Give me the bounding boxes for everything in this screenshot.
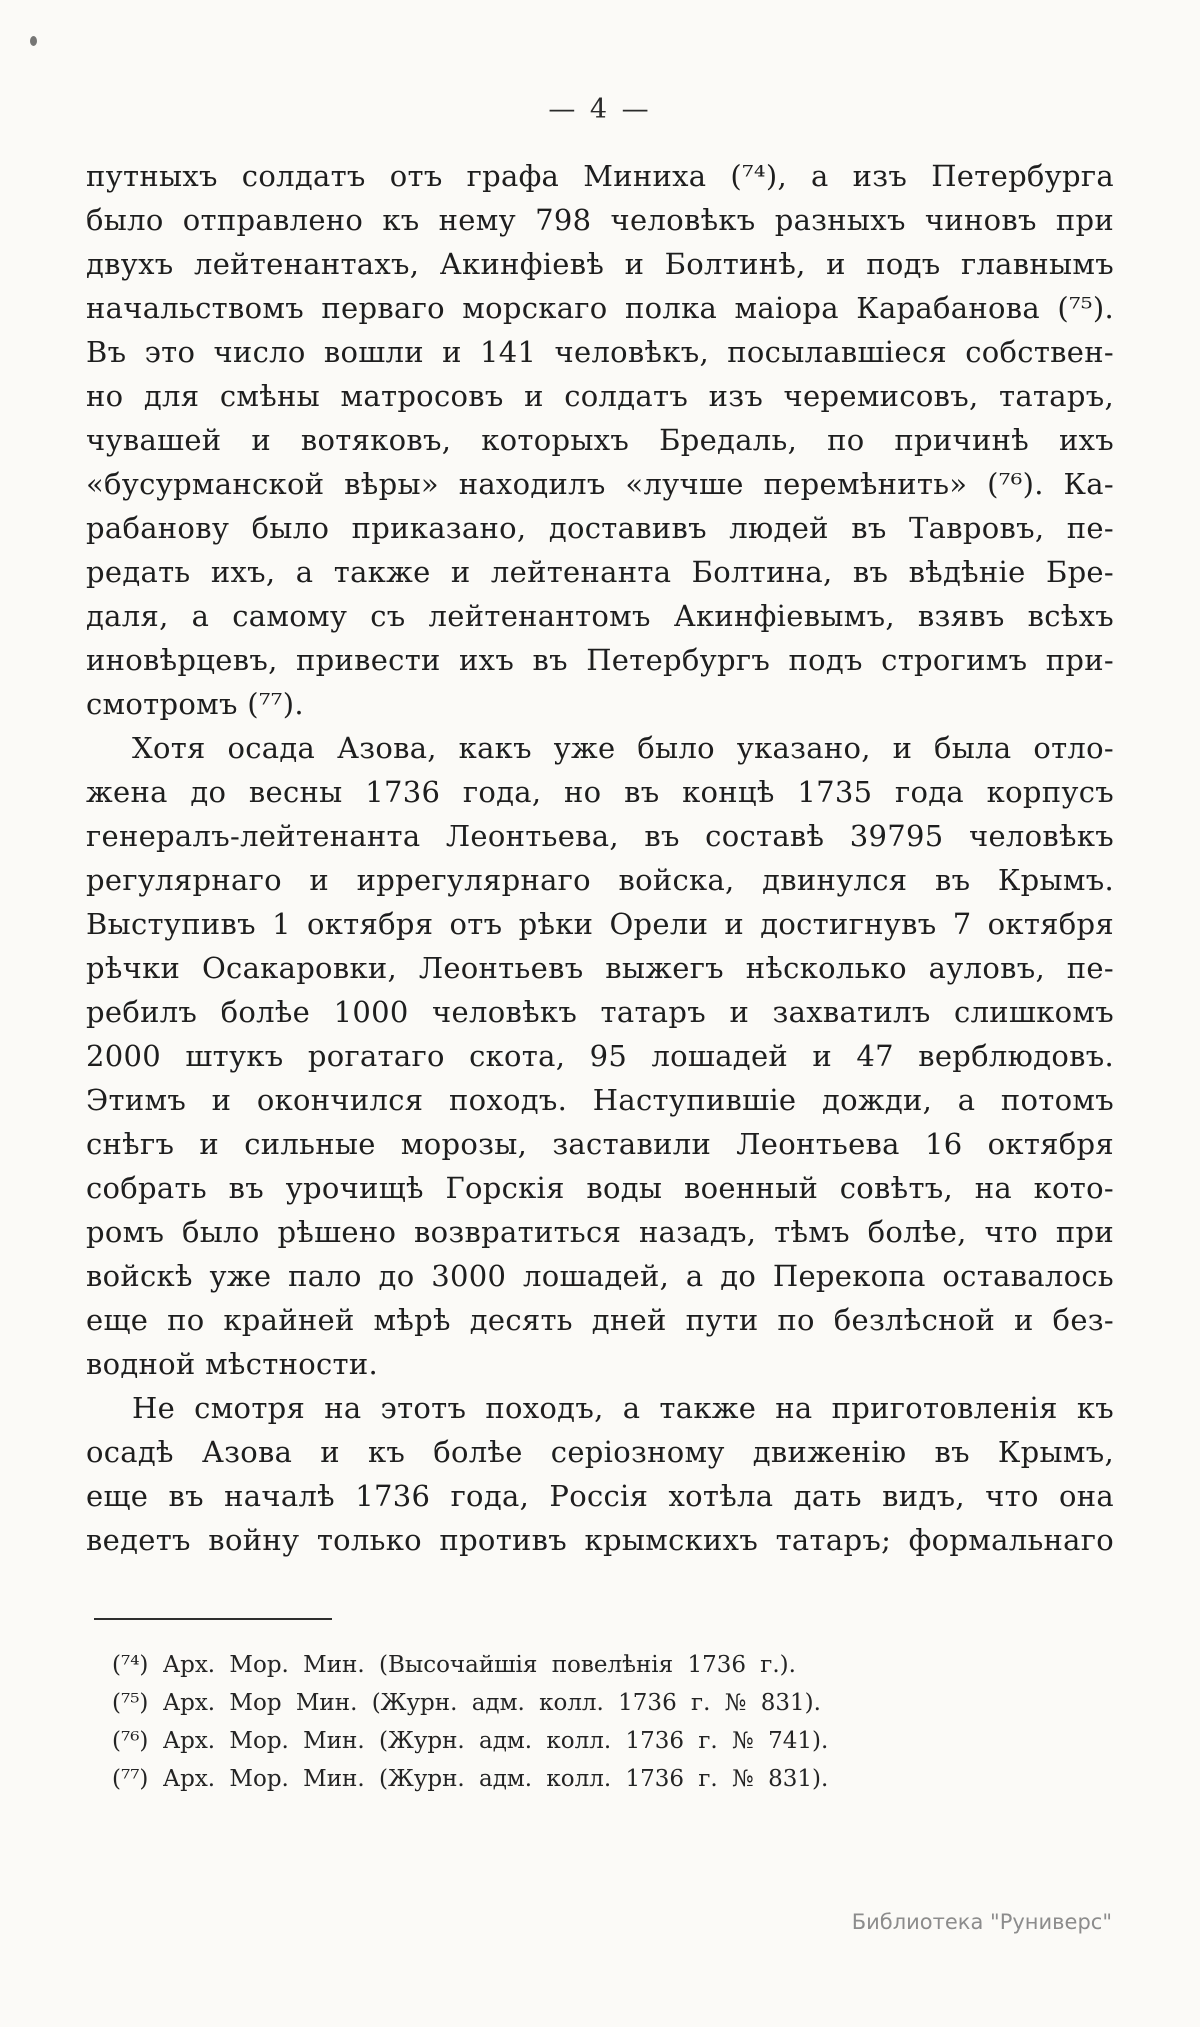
text-line: смотромъ (⁷⁷). <box>86 687 304 721</box>
text-line: осадѣ Азова и къ болѣе серіозному движенію въ Крымъ, <box>86 1435 1114 1469</box>
scan-artifact <box>30 36 37 46</box>
footnote-75: (⁷⁵) Арх. Мор Мин. (Журн. адм. колл. 1736 г. № 831). <box>112 1690 821 1716</box>
library-watermark: Библиотека "Руниверс" <box>851 1910 1112 1934</box>
text-line: 2000 штукъ рогатаго скота, 95 лошадей и 47 верблюдовъ. <box>86 1039 1114 1073</box>
text-line: путныхъ солдатъ отъ графа Миниха (⁷⁴), а изъ Петербурга <box>86 159 1114 193</box>
text-line: водной мѣстности. <box>86 1347 379 1381</box>
text-line: еще по крайней мѣрѣ десять дней пути по безлѣсной и без- <box>86 1303 1114 1337</box>
paragraph-azov-campaign <box>86 726 1114 1386</box>
text-line: редать ихъ, а также и лейтенанта Болтина, въ вѣдѣніе Бре- <box>86 555 1114 589</box>
paragraph-crimea-preparations <box>86 1386 1114 1562</box>
text-line: Хотя осада Азова, какъ уже было указано, и была отло- <box>132 731 1114 765</box>
text-line: собрать въ урочищѣ Горскія воды военный совѣтъ, на кото- <box>86 1171 1114 1205</box>
text-line: было отправлено къ нему 798 человѣкъ разныхъ чиновъ при <box>86 203 1114 237</box>
text-line: иновѣрцевъ, привести ихъ въ Петербургъ подъ строгимъ при- <box>86 643 1114 677</box>
page-number: — 4 — <box>548 94 652 125</box>
text-line: Въ это число вошли и 141 человѣкъ, посылавшіеся собствен- <box>86 335 1114 369</box>
text-line: еще въ началѣ 1736 года, Россія хотѣла дать видъ, что она <box>86 1479 1114 1513</box>
text-line: снѣгъ и сильные морозы, заставили Леонтьева 16 октября <box>86 1127 1114 1161</box>
text-line: ромъ было рѣшено возвратиться назадъ, тѣмъ болѣе, что при <box>86 1215 1114 1249</box>
text-line: регулярнаго и иррегулярнаго войска, двинулся въ Крымъ. <box>86 863 1114 897</box>
text-line: ребилъ болѣе 1000 человѣкъ татаръ и захватилъ слишкомъ <box>86 995 1114 1029</box>
body-text <box>86 154 1114 1562</box>
text-line: но для смѣны матросовъ и солдатъ изъ черемисовъ, татаръ, <box>86 379 1114 413</box>
text-line: войскѣ уже пало до 3000 лошадей, а до Перекопа оставалось <box>86 1259 1114 1293</box>
footnote-74: (⁷⁴) Арх. Мор. Мин. (Высочайшія повелѣнія 1736 г.). <box>112 1652 796 1678</box>
text-line: начальствомъ перваго морскаго полка маіора Карабанова (⁷⁵). <box>86 291 1114 325</box>
footnote-77: (⁷⁷) Арх. Мор. Мин. (Журн. адм. колл. 1736 г. № 831). <box>112 1766 829 1792</box>
text-line: двухъ лейтенантахъ, Акинфіевѣ и Болтинѣ, и подъ главнымъ <box>86 247 1114 281</box>
text-line: Этимъ и окончился походъ. Наступившіе дожди, а потомъ <box>86 1083 1114 1117</box>
footnotes-block <box>112 1646 1092 1798</box>
text-line: «бусурманской вѣры» находилъ «лучше перемѣнить» (⁷⁶). Ка- <box>86 467 1114 501</box>
text-line: рѣчки Осакаровки, Леонтьевъ выжегъ нѣсколько ауловъ, пе- <box>86 951 1114 985</box>
text-line: жена до весны 1736 года, но въ концѣ 1735 года корпусъ <box>86 775 1114 809</box>
text-line: Выступивъ 1 октября отъ рѣки Орели и достигнувъ 7 октября <box>86 907 1114 941</box>
text-line: Не смотря на этотъ походъ, а также на приготовленія къ <box>132 1391 1114 1425</box>
footnote-separator-rule <box>94 1618 332 1620</box>
text-line: чувашей и вотяковъ, которыхъ Бредаль, по причинѣ ихъ <box>86 423 1114 457</box>
text-line: даля, а самому съ лейтенантомъ Акинфіевымъ, взявъ всѣхъ <box>86 599 1114 633</box>
text-line: генералъ-лейтенанта Леонтьева, въ составѣ 39795 человѣкъ <box>86 819 1114 853</box>
text-line: рабанову было приказано, доставивъ людей въ Тавровъ, пе- <box>86 511 1114 545</box>
footnote-76: (⁷⁶) Арх. Мор. Мин. (Журн. адм. колл. 1736 г. № 741). <box>112 1728 829 1754</box>
paragraph-continuation <box>86 154 1114 726</box>
text-line: ведетъ войну только противъ крымскихъ татаръ; формальнаго <box>86 1523 1114 1557</box>
